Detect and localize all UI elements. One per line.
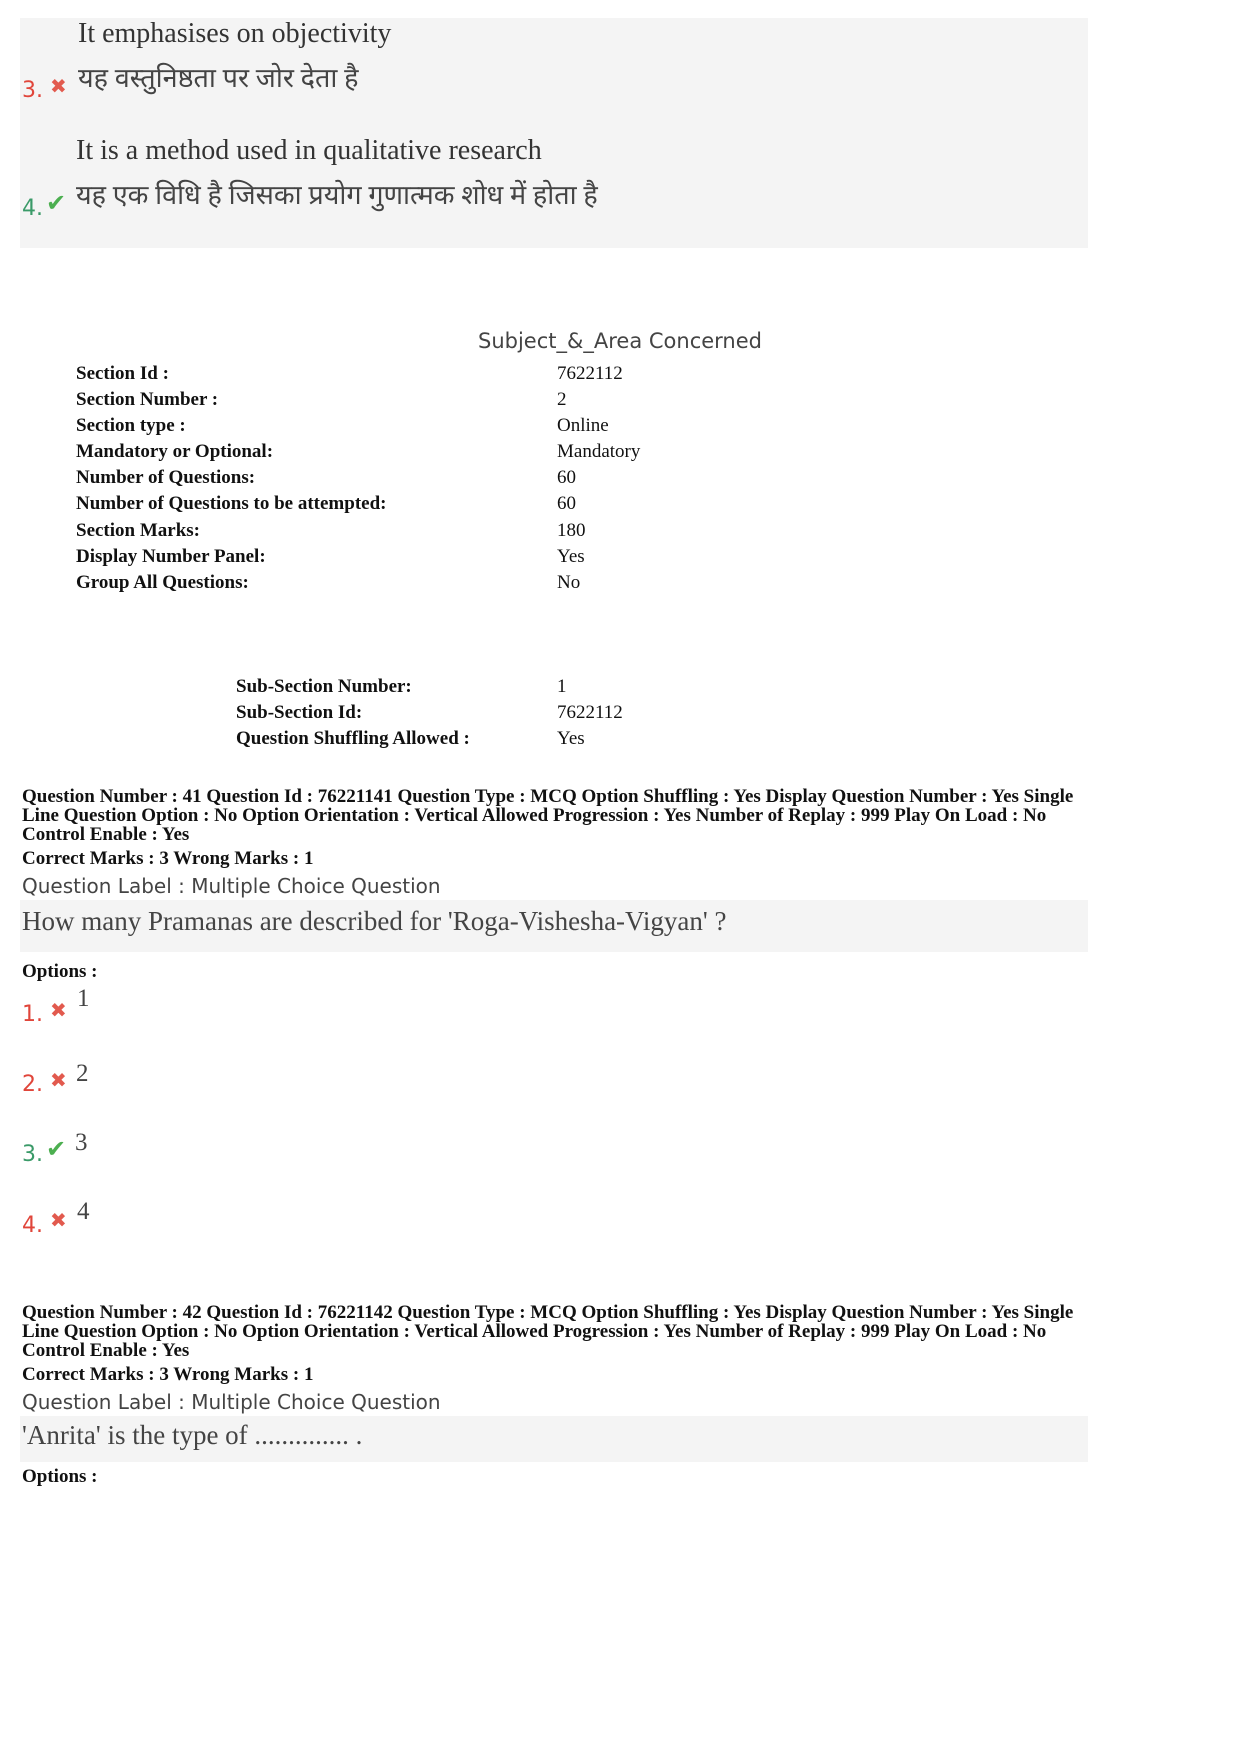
option-3-english: It emphasises on objectivity	[78, 18, 392, 49]
section-heading: Subject_&_Area Concerned	[478, 329, 762, 353]
group-all-label: Group All Questions:	[76, 572, 249, 593]
question-41-label: Question Label : Multiple Choice Question	[22, 874, 441, 898]
group-all-value: No	[557, 572, 581, 593]
num-attempt-value: 60	[557, 493, 576, 514]
num-attempt-label: Number of Questions to be attempted:	[76, 493, 387, 514]
section-id-value: 7622112	[557, 363, 623, 384]
shuffling-label: Question Shuffling Allowed :	[236, 728, 470, 749]
subsection-id-label: Sub-Section Id:	[236, 702, 363, 723]
question-41-text: How many Pramanas are described for 'Roga-Vishesha-Vigyan' ?	[22, 906, 727, 936]
q41-option-1-value: 1	[77, 985, 90, 1012]
question-41-meta	[22, 786, 1222, 845]
q41-option-4-value: 4	[77, 1198, 90, 1225]
section-id-label: Section Id :	[76, 363, 169, 384]
num-questions-label: Number of Questions:	[76, 467, 256, 488]
question-42-text: 'Anrita' is the type of .............. .	[22, 1420, 363, 1450]
meta-line: Control Enable : Yes	[22, 1340, 190, 1361]
meta-line: Line Question Option : No Option Orientation : Vertical Allowed Progression : Yes Number of Replay : 999 Play On Load : No	[22, 1321, 1047, 1342]
section-type-value: Online	[557, 415, 609, 436]
check-icon: ✔	[46, 1135, 67, 1163]
meta-line: Control Enable : Yes	[22, 824, 190, 845]
option-3-hindi: यह वस्तुनिष्ठता पर जोर देता है	[78, 63, 359, 93]
question-42-label: Question Label : Multiple Choice Question	[22, 1390, 441, 1414]
question-42-marks: Correct Marks : 3 Wrong Marks : 1	[22, 1364, 314, 1385]
option-3-number: 3.	[22, 78, 43, 103]
section-marks-label: Section Marks:	[76, 520, 201, 541]
subsection-id-value: 7622112	[557, 702, 623, 723]
subsection-number-value: 1	[557, 676, 567, 697]
check-icon: ✔	[46, 189, 67, 217]
num-questions-value: 60	[557, 467, 576, 488]
question-42-options-heading: Options :	[22, 1466, 98, 1487]
shuffling-value: Yes	[557, 728, 585, 749]
mandatory-label: Mandatory or Optional:	[76, 441, 274, 462]
meta-line: Line Question Option : No Option Orientation : Vertical Allowed Progression : Yes Number of Replay : 999 Play On Load : No	[22, 805, 1047, 826]
q41-option-4-number: 4.	[22, 1213, 43, 1238]
section-number-value: 2	[557, 389, 567, 410]
question-41-marks: Correct Marks : 3 Wrong Marks : 1	[22, 848, 314, 869]
option-4-number: 4.	[22, 196, 43, 221]
question-41-options-heading: Options :	[22, 961, 98, 982]
meta-line: Question Number : 42 Question Id : 76221142 Question Type : MCQ Option Shuffling : Yes Display Question Number : Yes Single	[22, 1302, 1074, 1323]
question-42-meta	[22, 1302, 1222, 1361]
cross-icon: ✖	[50, 74, 67, 98]
option-4-hindi: यह एक विधि है जिसका प्रयोग गुणात्मक शोध में होता है	[76, 180, 598, 210]
q41-option-3-number: 3.	[22, 1142, 43, 1167]
display-panel-label: Display Number Panel:	[76, 546, 266, 567]
q41-option-3-value: 3	[75, 1129, 88, 1156]
section-number-label: Section Number :	[76, 389, 219, 410]
q41-option-2-number: 2.	[22, 1072, 43, 1097]
cross-icon: ✖	[50, 998, 67, 1022]
option-4-english: It is a method used in qualitative research	[76, 135, 542, 166]
meta-line: Question Number : 41 Question Id : 76221141 Question Type : MCQ Option Shuffling : Yes Display Question Number : Yes Single	[22, 786, 1074, 807]
q41-option-1-number: 1.	[22, 1002, 43, 1027]
subsection-number-label: Sub-Section Number:	[236, 676, 412, 697]
section-marks-value: 180	[557, 520, 586, 541]
previous-question-options-panel	[20, 18, 1088, 248]
cross-icon: ✖	[50, 1208, 67, 1232]
cross-icon: ✖	[50, 1068, 67, 1092]
section-type-label: Section type :	[76, 415, 186, 436]
mandatory-value: Mandatory	[557, 441, 641, 462]
q41-option-2-value: 2	[76, 1060, 89, 1087]
section-row	[76, 363, 169, 385]
display-panel-value: Yes	[557, 546, 585, 567]
